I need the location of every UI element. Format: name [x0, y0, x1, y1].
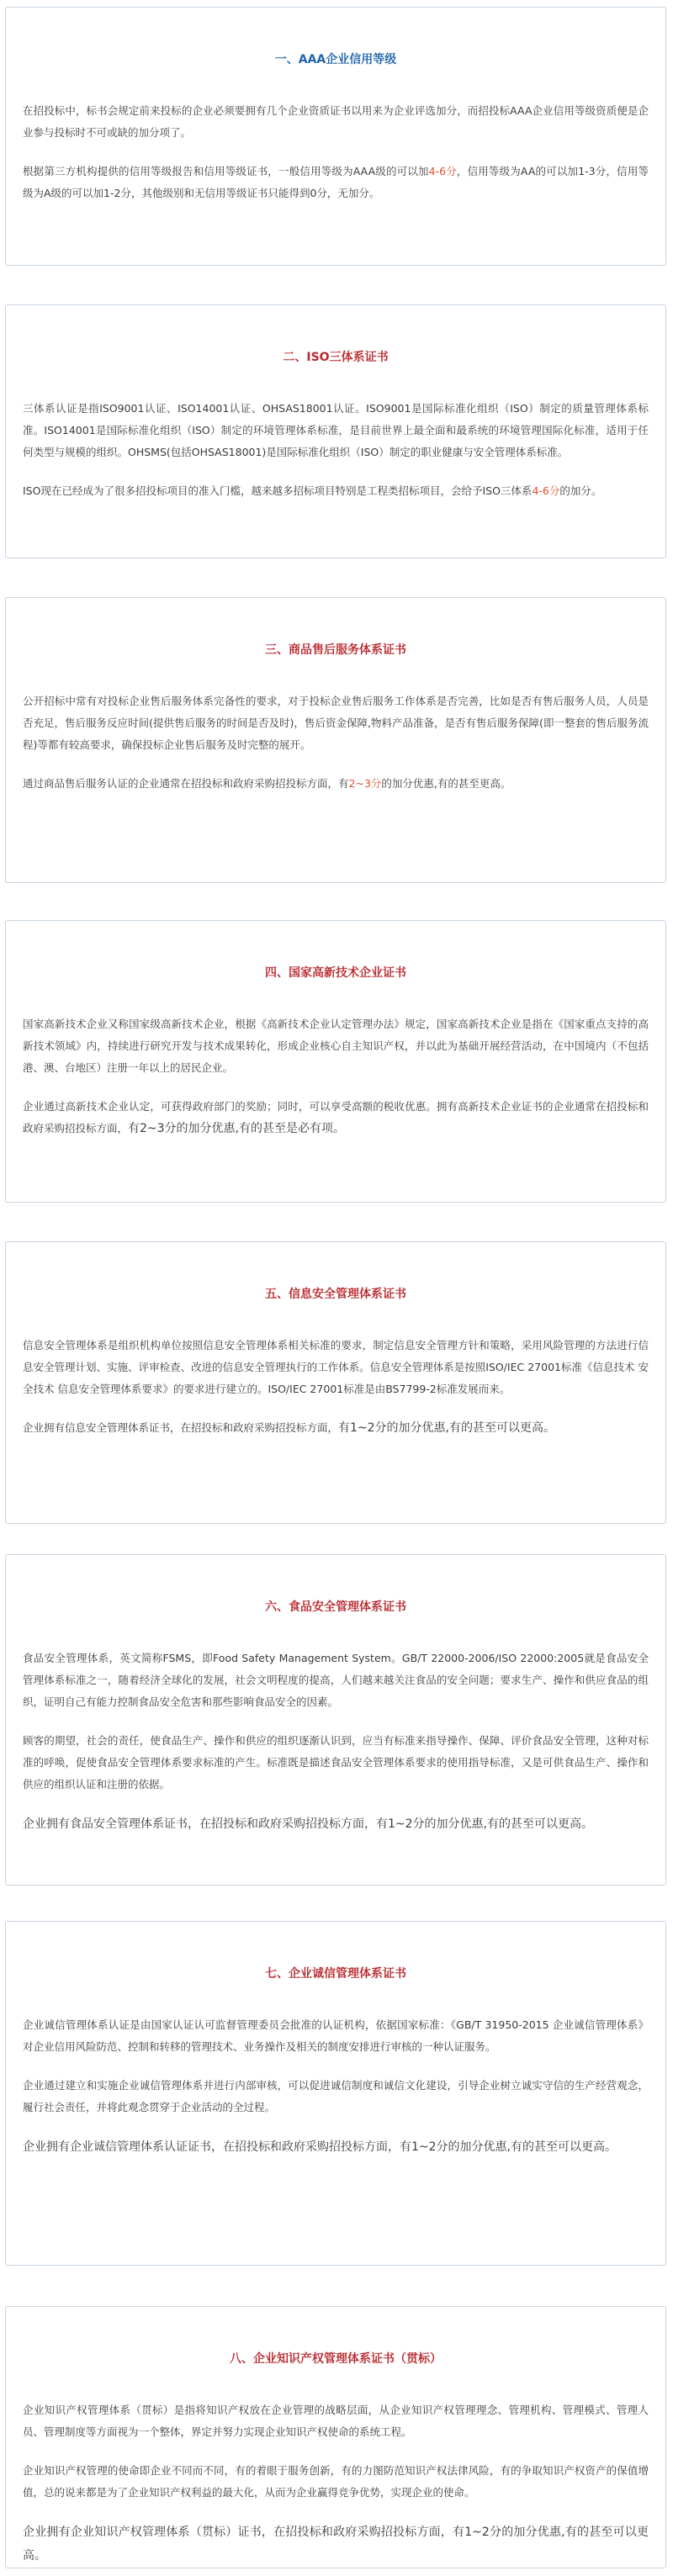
section-card [5, 1241, 666, 1524]
section-card [5, 920, 666, 1203]
highlight-text: 2~3分 [348, 777, 382, 790]
section-paragraph [23, 1013, 649, 1079]
paragraph-text: 企业通过建立和实施企业诚信管理体系并进行内部审核，可以促进诚信制度和诚信文化建设，引导企业树立诚实守信的生产经营观念，履行社会责任，并将此观念贯穿于企业活动的全过程。 [23, 2079, 649, 2113]
section-card [5, 1921, 666, 2266]
paragraph-text: 有2~3分的加分优惠,有的甚至是必有项。 [128, 1122, 346, 1135]
paragraph-text: 国家高新技术企业又称国家级高新技术企业，根据《高新技术企业认定管理办法》规定，国家高新技术企业是指在《国家重点支持的高新技术领域》内，持续进行研究开发与技术成果转化，形成企业核心自主知识产权，并以此为基础开展经营活动，在中国境内（不包括港、澳、台地区）注册一年以上的居民企业。 [23, 1018, 649, 1074]
paragraph-text: 食品安全管理体系，英文简称FSMS，即Food Safety Management System。GB/T 22000-2006/ISO 22000:2005就是食品安全管理体系标准之一，随着经济全球化的发展，社会文明程度的提高，人们越来越关注食品的安全问题；要求生产、操作和供应食品的组织，证明自己有能力控制食品安全危害和那些影响食品安全的因素。 [23, 1652, 649, 1708]
section-paragraph [23, 2399, 649, 2443]
paragraph-text: 有1~2分的加分优惠,有的甚至可以更高。 [338, 1421, 556, 1435]
paragraph-text: 企业拥有企业知识产权管理体系（贯标）证书，在招投标和政府采购招投标方面，有1~2分的加分优惠,有的甚至可以更高。 [23, 2526, 649, 2563]
paragraph-text: 公开招标中常有对投标企业售后服务体系完备性的要求，对于投标企业售后服务工作体系是否完善，比如是否有售后服务人员，人员是否充足，售后服务反应时间(提供售后服务的时间是否及时)，售后资金保障,物料产品准备，是否有售后服务保障(即一整套的售后服务流程)等都有较高要求，确保投标企业售后服务及时完整的展开。 [23, 695, 649, 751]
section-title: 四、国家高新技术企业证书 [265, 966, 406, 980]
section-title: 二、ISO三体系证书 [283, 351, 389, 364]
highlight-text: 4-6分 [532, 484, 560, 497]
section-paragraph [23, 100, 649, 144]
section-card [5, 7, 666, 266]
section-title: 八、企业知识产权管理体系证书（贯标） [230, 2352, 442, 2366]
section-paragraph [23, 1335, 649, 1400]
section-paragraph [23, 2075, 649, 2118]
section-paragraph [23, 161, 649, 204]
paragraph-text: 企业通过高新技术企业认定，可获得政府部门的奖励；同时，可以享受高额的税收优惠。拥有高新技术企业证书的企业通常在招投标和政府采购招投标方面， [23, 1100, 649, 1135]
section-card [5, 2306, 666, 2568]
paragraph-text: 企业知识产权管理的使命即企业不同而不同，有的着眼于服务创新，有的力图防范知识产权法律风险，有的争取知识产权资产的保值增值，总的说来都是为了企业知识产权利益的最大化，从而为企业赢得竞争优势，实现企业的使命。 [23, 2464, 649, 2499]
section-paragraph [23, 690, 649, 756]
section-card [5, 597, 666, 883]
paragraph-text: 企业知识产权管理体系（贯标）是指将知识产权放在企业管理的战略层面，从企业知识产权管理理念、管理机构、管理模式、管理人员、管理制度等方面视为一个整体，界定并努力实现企业知识产权使命的系统工程。 [23, 2404, 649, 2438]
section-paragraph [23, 1730, 649, 1796]
paragraph-text: ，信用等级为AA的可以加1-3分，信用等级为A级的可以加1-2分，其他级别和无信用等级证书只能得到0分，无加分。 [23, 165, 649, 199]
section-paragraph [23, 1417, 649, 1439]
paragraph-text: 的加分。 [559, 484, 602, 497]
section-title: 六、食品安全管理体系证书 [265, 1600, 406, 1614]
section-paragraph [23, 773, 649, 795]
section-paragraph [23, 398, 649, 463]
paragraph-text: 顾客的期望，社会的责任，使食品生产、操作和供应的组织逐渐认识到，应当有标准来指导操作、保障、评价食品安全管理，这种对标准的呼唤，促使食品安全管理体系要求标准的产生。标准既是描述食品安全管理体系要求的使用指导标准，又是可供食品生产、操作和供应的组织认证和注册的依据。 [23, 1734, 649, 1791]
section-title: 五、信息安全管理体系证书 [265, 1288, 406, 1301]
section-paragraph [23, 1812, 649, 1836]
section-paragraph [23, 2135, 649, 2159]
section-card [5, 304, 666, 558]
section-title: 三、商品售后服务体系证书 [265, 643, 406, 657]
paragraph-text: 的加分优惠,有的甚至更高。 [381, 777, 511, 790]
paragraph-text: 在招投标中，标书会规定前来投标的企业必须要拥有几个企业资质证书以用来为企业评选加分，而招投标AAA企业信用等级资质便是企业参与投标时不可或缺的加分项了。 [23, 104, 649, 139]
highlight-text: 4-6分 [428, 165, 457, 177]
paragraph-text: ISO现在已经成为了很多招投标项目的准入门槛，越来越多招标项目特别是工程类招标项目，会给予ISO三体系 [23, 484, 533, 497]
paragraph-text: 企业拥有信息安全管理体系证书，在招投标和政府采购招投标方面， [23, 1421, 339, 1434]
paragraph-text: 企业诚信管理体系认证是由国家认证认可监督管理委员会批准的认证机构，依据国家标准：《GB/T 31950-2015 企业诚信管理体系》对企业信用风险防范、控制和转移的管理技术、业务操作及相关的制度安排进行审核的一种认证服务。 [23, 2018, 649, 2053]
section-paragraph [23, 480, 649, 502]
section-paragraph [23, 2014, 649, 2058]
section-paragraph [23, 2460, 649, 2504]
section-paragraph [23, 1096, 649, 1140]
paragraph-text: 根据第三方机构提供的信用等级报告和信用等级证书，一般信用等级为AAA级的可以加 [23, 165, 429, 177]
section-title: 七、企业诚信管理体系证书 [265, 1967, 406, 1981]
paragraph-text: 企业拥有企业诚信管理体系认证证书，在招投标和政府采购招投标方面，有1~2分的加分优惠,有的甚至可以更高。 [23, 2140, 617, 2154]
section-paragraph [23, 2520, 649, 2568]
paragraph-text: 通过商品售后服务认证的企业通常在招投标和政府采购招投标方面，有 [23, 777, 349, 790]
section-card [5, 1554, 666, 1886]
paragraph-text: 信息安全管理体系是组织机构单位按照信息安全管理体系相关标准的要求，制定信息安全管理方针和策略，采用风险管理的方法进行信息安全管理计划、实施、评审检查、改进的信息安全管理执行的工作体系。信息安全管理体系是按照ISO/IEC 27001标准《信息技术 安全技术 信息安全管理体系要求》的要求进行建立的。ISO/IEC 27001标准是由BS7799-2标准发展而来。 [23, 1339, 649, 1395]
paragraph-text: 企业拥有食品安全管理体系证书，在招投标和政府采购招投标方面，有1~2分的加分优惠,有的甚至可以更高。 [23, 1817, 593, 1831]
section-title: 一、AAA企业信用等级 [274, 53, 397, 66]
paragraph-text: 三体系认证是指ISO9001认证、ISO14001认证、OHSAS18001认证。ISO9001是国际标准化组织（ISO）制定的质量管理体系标准。ISO14001是国际标准化组织（ISO）制定的环境管理体系标准，是目前世界上最全面和最系统的环境管理国际化标准，适用于任何类型与规模的组织。OHSMS(包括OHSAS18001)是国际标准化组织（ISO）制定的职业健康与安全管理体系标准。 [23, 402, 649, 458]
section-paragraph [23, 1648, 649, 1713]
